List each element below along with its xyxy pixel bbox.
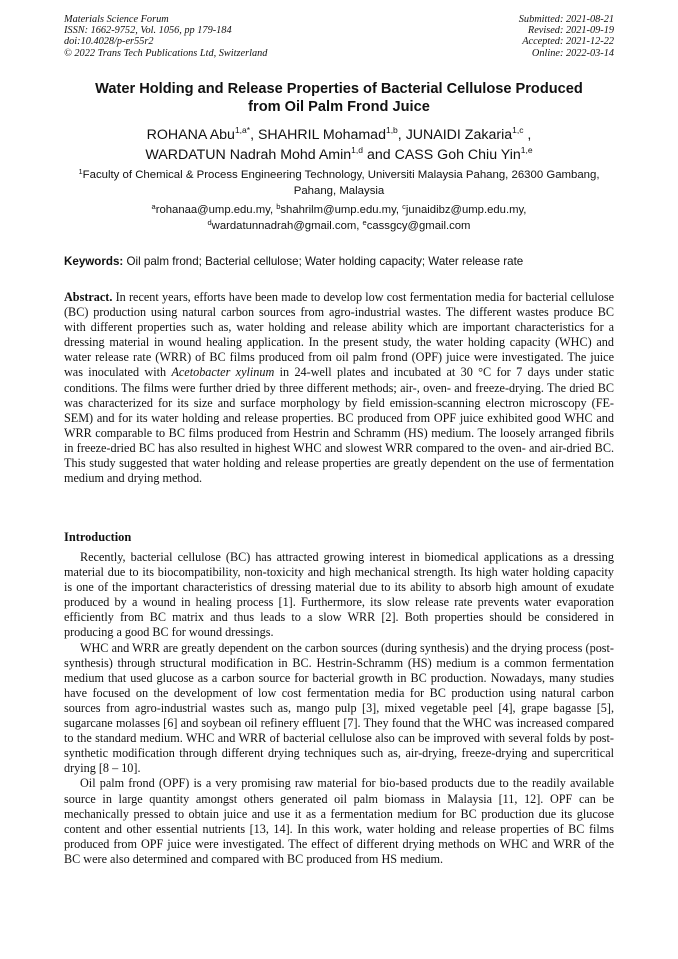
author-line-2 <box>40 145 638 165</box>
author-name: WARDATUN Nadrah Mohd Amin <box>145 147 352 163</box>
revised-date: Revised: 2021-09-19 <box>527 25 614 37</box>
author-name: JUNAIDI Zakaria <box>405 127 513 143</box>
submitted-date: Submitted: 2021-08-21 <box>518 14 614 25</box>
journal-header-right <box>519 14 614 59</box>
author-name: CASS Goh Chiu Yin <box>394 147 521 163</box>
abstract-label: Abstract. <box>64 290 113 304</box>
species-name: Acetobacter xylinum <box>171 365 275 380</box>
title-line-1: Water Holding and Release Properties of Bacterial Cellulose Produced <box>95 81 583 97</box>
author-affil-sup: 1,e <box>520 145 533 155</box>
author-affil-sup: 1,d <box>351 145 363 155</box>
author-list <box>40 125 638 165</box>
issn-line: ISSN: 1662-9752, Vol. 1056, pp 179-184 <box>64 25 232 37</box>
introduction-body <box>64 550 614 867</box>
author-affil-sup: 1,b <box>385 125 398 135</box>
copyright-line: © 2022 Trans Tech Publications Ltd, Switzerland <box>64 47 268 59</box>
keywords-text: Oil palm frond; Bacterial cellulose; Water holding capacity; Water release rate <box>126 255 524 268</box>
author-name: ROHANA Abu <box>146 127 235 143</box>
email-link[interactable]: junaidibz@ump.edu.my, <box>405 204 527 216</box>
email-link[interactable]: wardatunnadrah@gmail.com, <box>211 219 360 232</box>
online-date: Online: 2022-03-14 <box>531 47 614 59</box>
email-link[interactable]: rohanaa@ump.edu.my, <box>155 204 274 216</box>
abstract-text-1: In recent years, efforts have been made to develop low cost fermentation media for bacterial cellulose (BC) production using natural carbon sources from agro-industrial wastes. The different wastes produce BC with different properties such as, water holding and release ability which are important characteristics for a dressing material in wound healing application. In the present study, the water holding capacity (WHC) and water release rate (WRR) of BC films produced from oil palm frond (OPF) juice were investigated. The juice was inoculated with <box>64 290 614 380</box>
author-name: SHAHRIL Mohamad <box>257 127 386 143</box>
email-link[interactable]: shahrilm@ump.edu.my, <box>280 204 400 216</box>
keywords <box>64 255 624 269</box>
title-line-2: from Oil Palm Frond Juice <box>248 99 430 115</box>
email-sup: b <box>276 202 281 211</box>
accepted-date: Accepted: 2021-12-22 <box>522 36 614 48</box>
section-heading-introduction: Introduction <box>64 530 132 544</box>
email-link[interactable]: cassgcy@gmail.com <box>366 219 471 232</box>
intro-paragraph-2: WHC and WRR are greatly dependent on the carbon sources (during synthesis) and the drying process (post-synthesis) through structural modification in BC. Hestrin-Schramm (HS) medium is a common fermentation medium that used glucose as a carbon source for bacterial growth in BC production. Nowadays, many studies have focused on the development of low cost fermentation media for BC production using natural carbon sources from agro-industrial wastes such as, mango pulp [3], mixed vegetable peel [4], grape bagasse [5], sugarcane molasses [6] and soybean oil refinery effluent [7]. They found that the WHC was increased compared to the standard medium. WHC and WRR of bacterial cellulose also can be improved with several folds by post-synthetic modification through different drying techniques such as, air-drying, freeze-drying and supercritical drying [8 – 10]. <box>64 640 614 776</box>
affiliation <box>70 167 608 199</box>
email-list <box>70 203 608 234</box>
keywords-label: Keywords: <box>64 255 124 268</box>
abstract-paragraph <box>64 290 614 486</box>
email-sup: e <box>362 217 367 227</box>
abstract-text-2: in 24-well plates and incubated at 30 °C for 7 days under static conditions. The films were further dried by three different methods; air-, oven- and freeze-drying. The dried BC was characterized for its size and surface morphology by field emission-scanning electron microscopy (FE-SEM) and for its water holding and release properties. BC produced from OPF juice exhibited good WHC and WRR comparable to BC films produced from Hestrin and Schramm (HS) medium. The loosely arranged fibrils in freeze-dried BC has also resulted in highest WHC and slowest WRR compared to the oven- and air-dried BC. This study suggested that water holding and release properties are greatly dependent on the use of fermentation medium and drying method. <box>64 365 615 486</box>
journal-header-left <box>64 14 267 59</box>
email-sup: d <box>207 217 212 227</box>
author-conjunction: and <box>366 147 391 163</box>
intro-paragraph-3: Oil palm frond (OPF) is a very promising raw material for bio-based products due to the readily available source in large quantity amongst others generated oil palm biomass in Malaysia [11, 12]. OPF can be mechanically pressed to obtain juice and use it as a fermentation medium for BC production due its glucose content and other essential nutrients [13, 14]. In this work, water holding and release properties of BC films produced from OPF juice were investigated. The effect of different drying methods on WHC and WRR of the BC were also determined and compared with BC produced from HS medium. <box>64 776 614 866</box>
affiliation-text: Faculty of Chemical & Process Engineering Technology, Universiti Malaysia Pahang, 26300 Gambang, Pahang, Malaysia <box>82 169 600 197</box>
email-sup: c <box>402 202 406 211</box>
affiliation-sup: 1 <box>78 167 83 176</box>
doi-line: doi:10.4028/p-er55r2 <box>64 36 154 48</box>
abstract <box>64 290 614 486</box>
paper-title <box>40 80 638 116</box>
email-sup: a <box>151 202 156 211</box>
author-line-1: ROHANA Abu$^{1,a*}$, SHAHRIL Mohamad$^{1,b}$, JUNAIDI Zakaria$^{1,c}$ , <box>146 125 532 143</box>
author-affil-sup: 1,c <box>512 125 524 135</box>
journal-name: Materials Science Forum <box>64 14 169 25</box>
intro-paragraph-1: Recently, bacterial cellulose (BC) has attracted growing interest in biomedical applications as a dressing material due to its biocompatibility, non-toxicity and high mechanical strength. Its high water holding capacity is one of the important characteristics of dressing material due to its ability to absorb high amount of exudate produced by a wound in healing process [1]. Furthermore, its slow release rate prevents water evaporation efficiently from BC matrix and thus leads to a slow WRR [2]. Both properties should be considered in producing a good BC for wound dressings. <box>64 550 614 640</box>
author-affil-sup: 1,a* <box>234 125 251 135</box>
